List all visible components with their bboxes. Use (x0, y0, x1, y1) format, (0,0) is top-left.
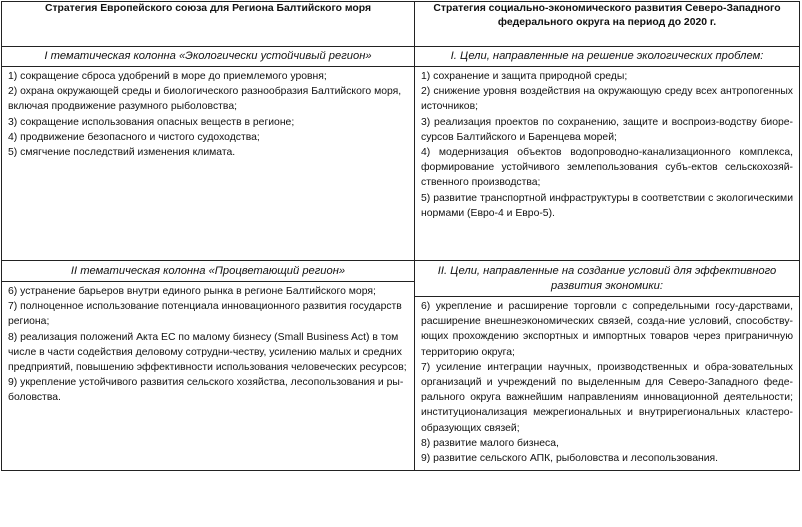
list-item: 3) реализация проектов по сохранению, защите и воспроиз-водству биоре-сурсов Балтийского и Баренцева морей; (421, 116, 793, 143)
list-item: 4) продвижение безопасного и чистого судоходства; (8, 131, 260, 143)
eu-ecology-cell (2, 47, 415, 261)
list-item: 6) устранение барьеров внутри единого рынка в регионе Балтийского моря; (8, 286, 376, 297)
nw-ecology-cell (415, 47, 800, 261)
list-item: 8) реализация положений Акта ЕС по малому бизнесу (Small Business Act) в том числе в части содействия деловому сотрудни-честву, усилению малых и средних предприятий, повышению эффективности использования человеческих ресурсов; (8, 331, 407, 374)
eu-economy-title: II тематическая колонна «Процветающий регион» (2, 261, 414, 282)
list-item: 7) усиление интеграции научных, производственных и обра-зовательных организаций и учреждений по выделенным для Северо-Западного феде-рального округа важнейшим направлениям инновационной деятельности; институционализация межрегиональных и внутрирегиональных кластеро-образующих связей; (421, 361, 793, 434)
strategy-comparison-table (1, 1, 800, 471)
list-item: 9) укрепление устойчивого развития сельского хозяйства, лесопользования и ры-боловства. (8, 377, 404, 404)
eu-ecology-title: I тематическая колонна «Экологически устойчивый регион» (2, 47, 414, 67)
list-item: 1) сокращение сброса удобрений в море до приемлемого уровня; (8, 71, 327, 82)
ecology-row (2, 47, 800, 261)
list-item: 3) сокращение использования опасных веществ в регионе; (8, 116, 295, 128)
list-item: 5) развитие транспортной инфраструктуры в соответствии с экологическими нормами (Евро-4 и Евро-5). (421, 192, 793, 219)
eu-economy-cell (2, 261, 415, 471)
list-item: 6) укрепление и расширение торговли с сопредельными госу-дарствами, расширение внешнеэкономических связей, созда-ние условий, способству-ющих прохождению экспортных и импортных товаров через приграничную территорию округа; (421, 301, 793, 358)
list-item: 9) развитие сельского АПК, рыболовства и лесопользования. (421, 453, 719, 465)
economy-row (2, 261, 800, 471)
header-row (2, 2, 800, 47)
list-item: 2) снижение уровня воздействия на окружающую среду всех антропогенных источников; (421, 86, 793, 113)
nw-economy-cell (415, 261, 800, 471)
list-item: 2) охрана окружающей среды и биологического разнообразия Балтийского моря, включая продвижение разумного рыболовства; (8, 86, 402, 113)
nw-ecology-title: I. Цели, направленные на решение экологических проблем: (415, 47, 799, 67)
list-item: 7) полноценное использование потенциала инновационного развития государств региона; (8, 301, 402, 328)
nw-economy-title: II. Цели, направленные на создание условий для эффективного развития экономики: (415, 261, 799, 297)
header-nw-strategy: Стратегия социально-экономического развития Северо-Западного федерального округа на период до 2020 г. (415, 2, 800, 47)
header-eu-strategy: Стратегия Европейского союза для Региона Балтийского моря (2, 2, 415, 47)
list-item: 8) развитие малого бизнеса, (421, 437, 559, 449)
list-item: 4) модернизация объектов водопроводно-канализационного комплекса, формирование устойчивого землепользования субъ-ектов сельскохозяй-ственного производства; (421, 147, 793, 189)
list-item: 1) сохранение и защита природной среды; (421, 71, 628, 82)
list-item: 5) смягчение последствий изменения климата. (8, 147, 236, 159)
